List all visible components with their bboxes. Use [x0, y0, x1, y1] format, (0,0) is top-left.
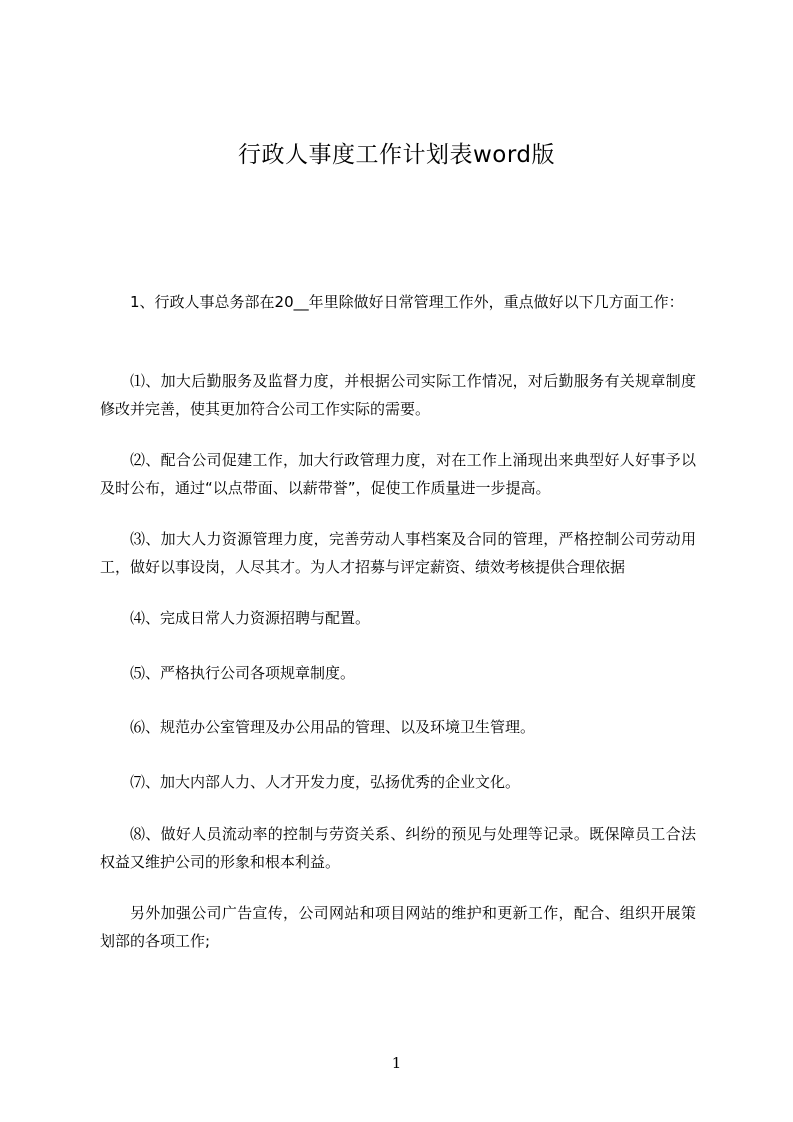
paragraph-item-4: ⑷、完成日常人力资源招聘与配置。 — [130, 609, 371, 627]
page-number: 1 — [391, 1054, 402, 1072]
paragraph-item-8: ⑻、做好人员流动率的控制与劳资关系、纠纷的预见与处理等记录。既保障员工合法权益又维护公司的形象和根本利益。 — [100, 825, 696, 871]
paragraph-item-7: ⑺、加大内部人力、人才开发力度，弘扬优秀的企业文化。 — [130, 773, 521, 791]
paragraph-item-6: ⑹、规范办公室管理及办公用品的管理、以及环境卫生管理。 — [130, 718, 536, 736]
paragraph-item-2: ⑵、配合公司促建工作，加大行政管理力度，对在工作上涌现出来典型好人好事予以及时公布，通过“以点带面、以薪带誉”，促使工作质量进一步提高。 — [100, 451, 696, 497]
paragraph-additional: 另外加强公司广告宣传，公司网站和项目网站的维护和更新工作，配合、组织开展策划部的各项工作; — [100, 904, 696, 950]
document-title: 行政人事度工作计划表word版 — [237, 142, 556, 168]
paragraph-item-1: ⑴、加大后勤服务及监督力度，并根据公司实际工作情况，对后勤服务有关规章制度修改并完善，使其更加符合公司工作实际的需要。 — [100, 372, 696, 418]
paragraph-item-3: ⑶、加大人力资源管理力度，完善劳动人事档案及合同的管理，严格控制公司劳动用工，做好以事设岗，人尽其才。为人才招募与评定薪资、绩效考核提供合理依据 — [100, 530, 696, 576]
paragraph-item-5: ⑸、严格执行公司各项规章制度。 — [130, 664, 356, 682]
paragraph-1: 1、行政人事总务部在20__年里除做好日常管理工作外，重点做好以下几方面工作： — [130, 293, 684, 311]
